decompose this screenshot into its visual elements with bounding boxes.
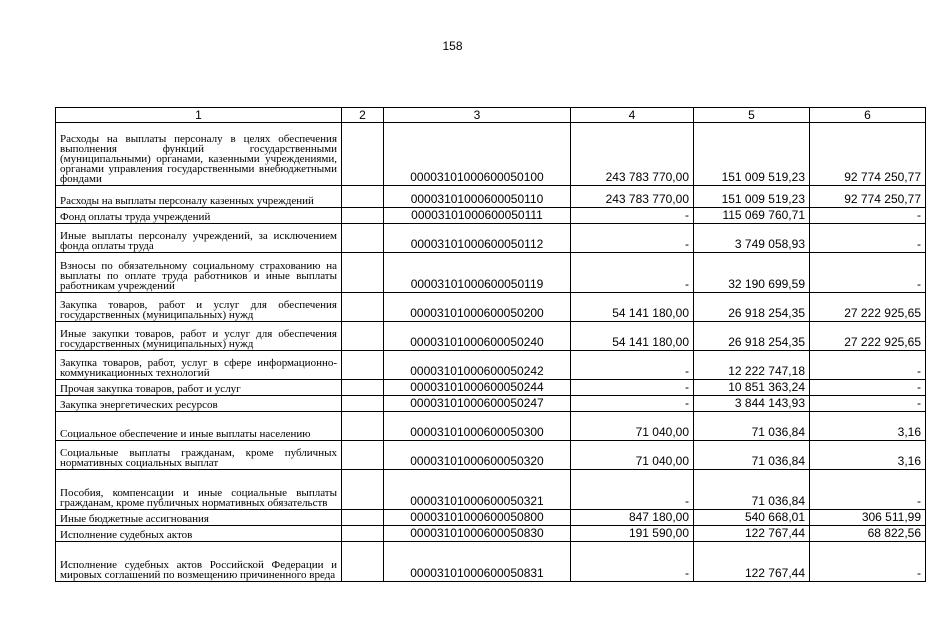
row-col2-cell (342, 470, 384, 510)
row-plan-cell: 71 040,00 (571, 441, 694, 470)
row-executed-cell: 122 767,44 (694, 542, 810, 582)
row-plan-cell: - (571, 253, 694, 293)
row-executed-cell: 540 668,01 (694, 510, 810, 526)
table-row (56, 186, 926, 208)
row-remainder-cell: - (810, 380, 926, 396)
row-code-cell: 00003101000600050112 (384, 224, 571, 253)
row-name-cell: Пособия, компенсации и иные социальные выплаты гражданам, кроме публичных нормативных обязательств (56, 470, 342, 510)
row-col2-cell (342, 253, 384, 293)
row-remainder-cell: - (810, 470, 926, 510)
table-row (56, 351, 926, 380)
row-executed-cell: 115 069 760,71 (694, 208, 810, 224)
row-name-cell: Взносы по обязательному социальному страхованию на выплаты по оплате труда работников и иные выплаты работникам учреждений (56, 253, 342, 293)
budget-table (55, 107, 926, 582)
row-code-cell: 00003101000600050110 (384, 186, 571, 208)
row-code-cell: 00003101000600050247 (384, 396, 571, 412)
table-row (56, 224, 926, 253)
row-col2-cell (342, 526, 384, 542)
row-remainder-cell: - (810, 542, 926, 582)
row-code-cell: 00003101000600050100 (384, 123, 571, 186)
table-row (56, 208, 926, 224)
row-name-cell: Иные выплаты персоналу учреждений, за исключением фонда оплаты труда (56, 224, 342, 253)
row-name-cell: Прочая закупка товаров, работ и услуг (56, 380, 342, 396)
row-name-cell: Закупка товаров, работ и услуг для обеспечения государственных (муниципальных) нужд (56, 293, 342, 322)
row-name-cell: Расходы на выплаты персоналу казенных учреждений (56, 186, 342, 208)
header-col-3: 3 (384, 108, 571, 123)
row-executed-cell: 71 036,84 (694, 441, 810, 470)
page-number: 158 (442, 39, 463, 53)
row-plan-cell: - (571, 351, 694, 380)
table-row (56, 380, 926, 396)
table-row (56, 253, 926, 293)
row-name-cell: Закупка энергетических ресурсов (56, 396, 342, 412)
row-remainder-cell: 92 774 250,77 (810, 123, 926, 186)
row-code-cell: 00003101000600050800 (384, 510, 571, 526)
row-executed-cell: 71 036,84 (694, 470, 810, 510)
row-name-cell: Иные закупки товаров, работ и услуг для обеспечения государственных (муниципальных) нужд (56, 322, 342, 351)
row-code-cell: 00003101000600050244 (384, 380, 571, 396)
row-col2-cell (342, 441, 384, 470)
table-row (56, 542, 926, 582)
row-col2-cell (342, 510, 384, 526)
row-remainder-cell: - (810, 253, 926, 293)
header-col-5: 5 (694, 108, 810, 123)
row-executed-cell: 26 918 254,35 (694, 322, 810, 351)
row-remainder-cell: 3,16 (810, 412, 926, 441)
row-name-cell: Расходы на выплаты персоналу в целях обеспечения выполнения функций государственными (муниципальными) органами, казенными учреждениями, органами управления государственными внебюджетными фондами (56, 123, 342, 186)
row-plan-cell: - (571, 208, 694, 224)
header-col-1: 1 (56, 108, 342, 123)
row-executed-cell: 32 190 699,59 (694, 253, 810, 293)
row-executed-cell: 26 918 254,35 (694, 293, 810, 322)
row-plan-cell: 54 141 180,00 (571, 293, 694, 322)
header-col-6: 6 (810, 108, 926, 123)
row-executed-cell: 12 222 747,18 (694, 351, 810, 380)
row-code-cell: 00003101000600050831 (384, 542, 571, 582)
row-col2-cell (342, 208, 384, 224)
row-col2-cell (342, 542, 384, 582)
row-name-cell: Иные бюджетные ассигнования (56, 510, 342, 526)
row-col2-cell (342, 396, 384, 412)
table-row (56, 412, 926, 441)
row-code-cell: 00003101000600050242 (384, 351, 571, 380)
table-row (56, 526, 926, 542)
row-plan-cell: - (571, 470, 694, 510)
row-remainder-cell: - (810, 351, 926, 380)
header-col-2: 2 (342, 108, 384, 123)
row-col2-cell (342, 380, 384, 396)
row-name-cell: Социальные выплаты гражданам, кроме публичных нормативных социальных выплат (56, 441, 342, 470)
table-row (56, 396, 926, 412)
row-code-cell: 00003101000600050320 (384, 441, 571, 470)
row-code-cell: 00003101000600050300 (384, 412, 571, 441)
row-remainder-cell: 92 774 250,77 (810, 186, 926, 208)
row-code-cell: 00003101000600050200 (384, 293, 571, 322)
row-plan-cell: 71 040,00 (571, 412, 694, 441)
row-plan-cell: - (571, 542, 694, 582)
row-remainder-cell: 3,16 (810, 441, 926, 470)
row-remainder-cell: - (810, 208, 926, 224)
table-body (56, 123, 926, 582)
row-col2-cell (342, 412, 384, 441)
row-name-cell: Исполнение судебных актов (56, 526, 342, 542)
table-header-row (56, 108, 926, 123)
row-executed-cell: 3 749 058,93 (694, 224, 810, 253)
row-plan-cell: 191 590,00 (571, 526, 694, 542)
table-row (56, 322, 926, 351)
table-row (56, 510, 926, 526)
row-executed-cell: 3 844 143,93 (694, 396, 810, 412)
row-remainder-cell: 27 222 925,65 (810, 293, 926, 322)
row-plan-cell: 847 180,00 (571, 510, 694, 526)
row-plan-cell: 243 783 770,00 (571, 123, 694, 186)
row-remainder-cell: 68 822,56 (810, 526, 926, 542)
row-name-cell: Исполнение судебных актов Российской Федерации и мировых соглашений по возмещению причиненного вреда (56, 542, 342, 582)
row-plan-cell: - (571, 224, 694, 253)
table-row (56, 470, 926, 510)
row-executed-cell: 10 851 363,24 (694, 380, 810, 396)
row-code-cell: 00003101000600050119 (384, 253, 571, 293)
row-remainder-cell: - (810, 224, 926, 253)
row-executed-cell: 151 009 519,23 (694, 186, 810, 208)
row-plan-cell: 54 141 180,00 (571, 322, 694, 351)
row-name-cell: Закупка товаров, работ, услуг в сфере информационно-коммуникационных технологий (56, 351, 342, 380)
table-row (56, 293, 926, 322)
row-plan-cell: - (571, 380, 694, 396)
row-col2-cell (342, 322, 384, 351)
table-row (56, 441, 926, 470)
row-code-cell: 00003101000600050111 (384, 208, 571, 224)
row-plan-cell: 243 783 770,00 (571, 186, 694, 208)
row-remainder-cell: 306 511,99 (810, 510, 926, 526)
row-name-cell: Социальное обеспечение и иные выплаты населению (56, 412, 342, 441)
row-col2-cell (342, 186, 384, 208)
row-code-cell: 00003101000600050240 (384, 322, 571, 351)
row-executed-cell: 71 036,84 (694, 412, 810, 441)
row-remainder-cell: 27 222 925,65 (810, 322, 926, 351)
table-row (56, 123, 926, 186)
row-col2-cell (342, 224, 384, 253)
row-code-cell: 00003101000600050321 (384, 470, 571, 510)
row-executed-cell: 122 767,44 (694, 526, 810, 542)
row-code-cell: 00003101000600050830 (384, 526, 571, 542)
row-col2-cell (342, 351, 384, 380)
row-col2-cell (342, 123, 384, 186)
row-col2-cell (342, 293, 384, 322)
header-col-4: 4 (571, 108, 694, 123)
row-executed-cell: 151 009 519,23 (694, 123, 810, 186)
row-plan-cell: - (571, 396, 694, 412)
row-remainder-cell: - (810, 396, 926, 412)
row-name-cell: Фонд оплаты труда учреждений (56, 208, 342, 224)
